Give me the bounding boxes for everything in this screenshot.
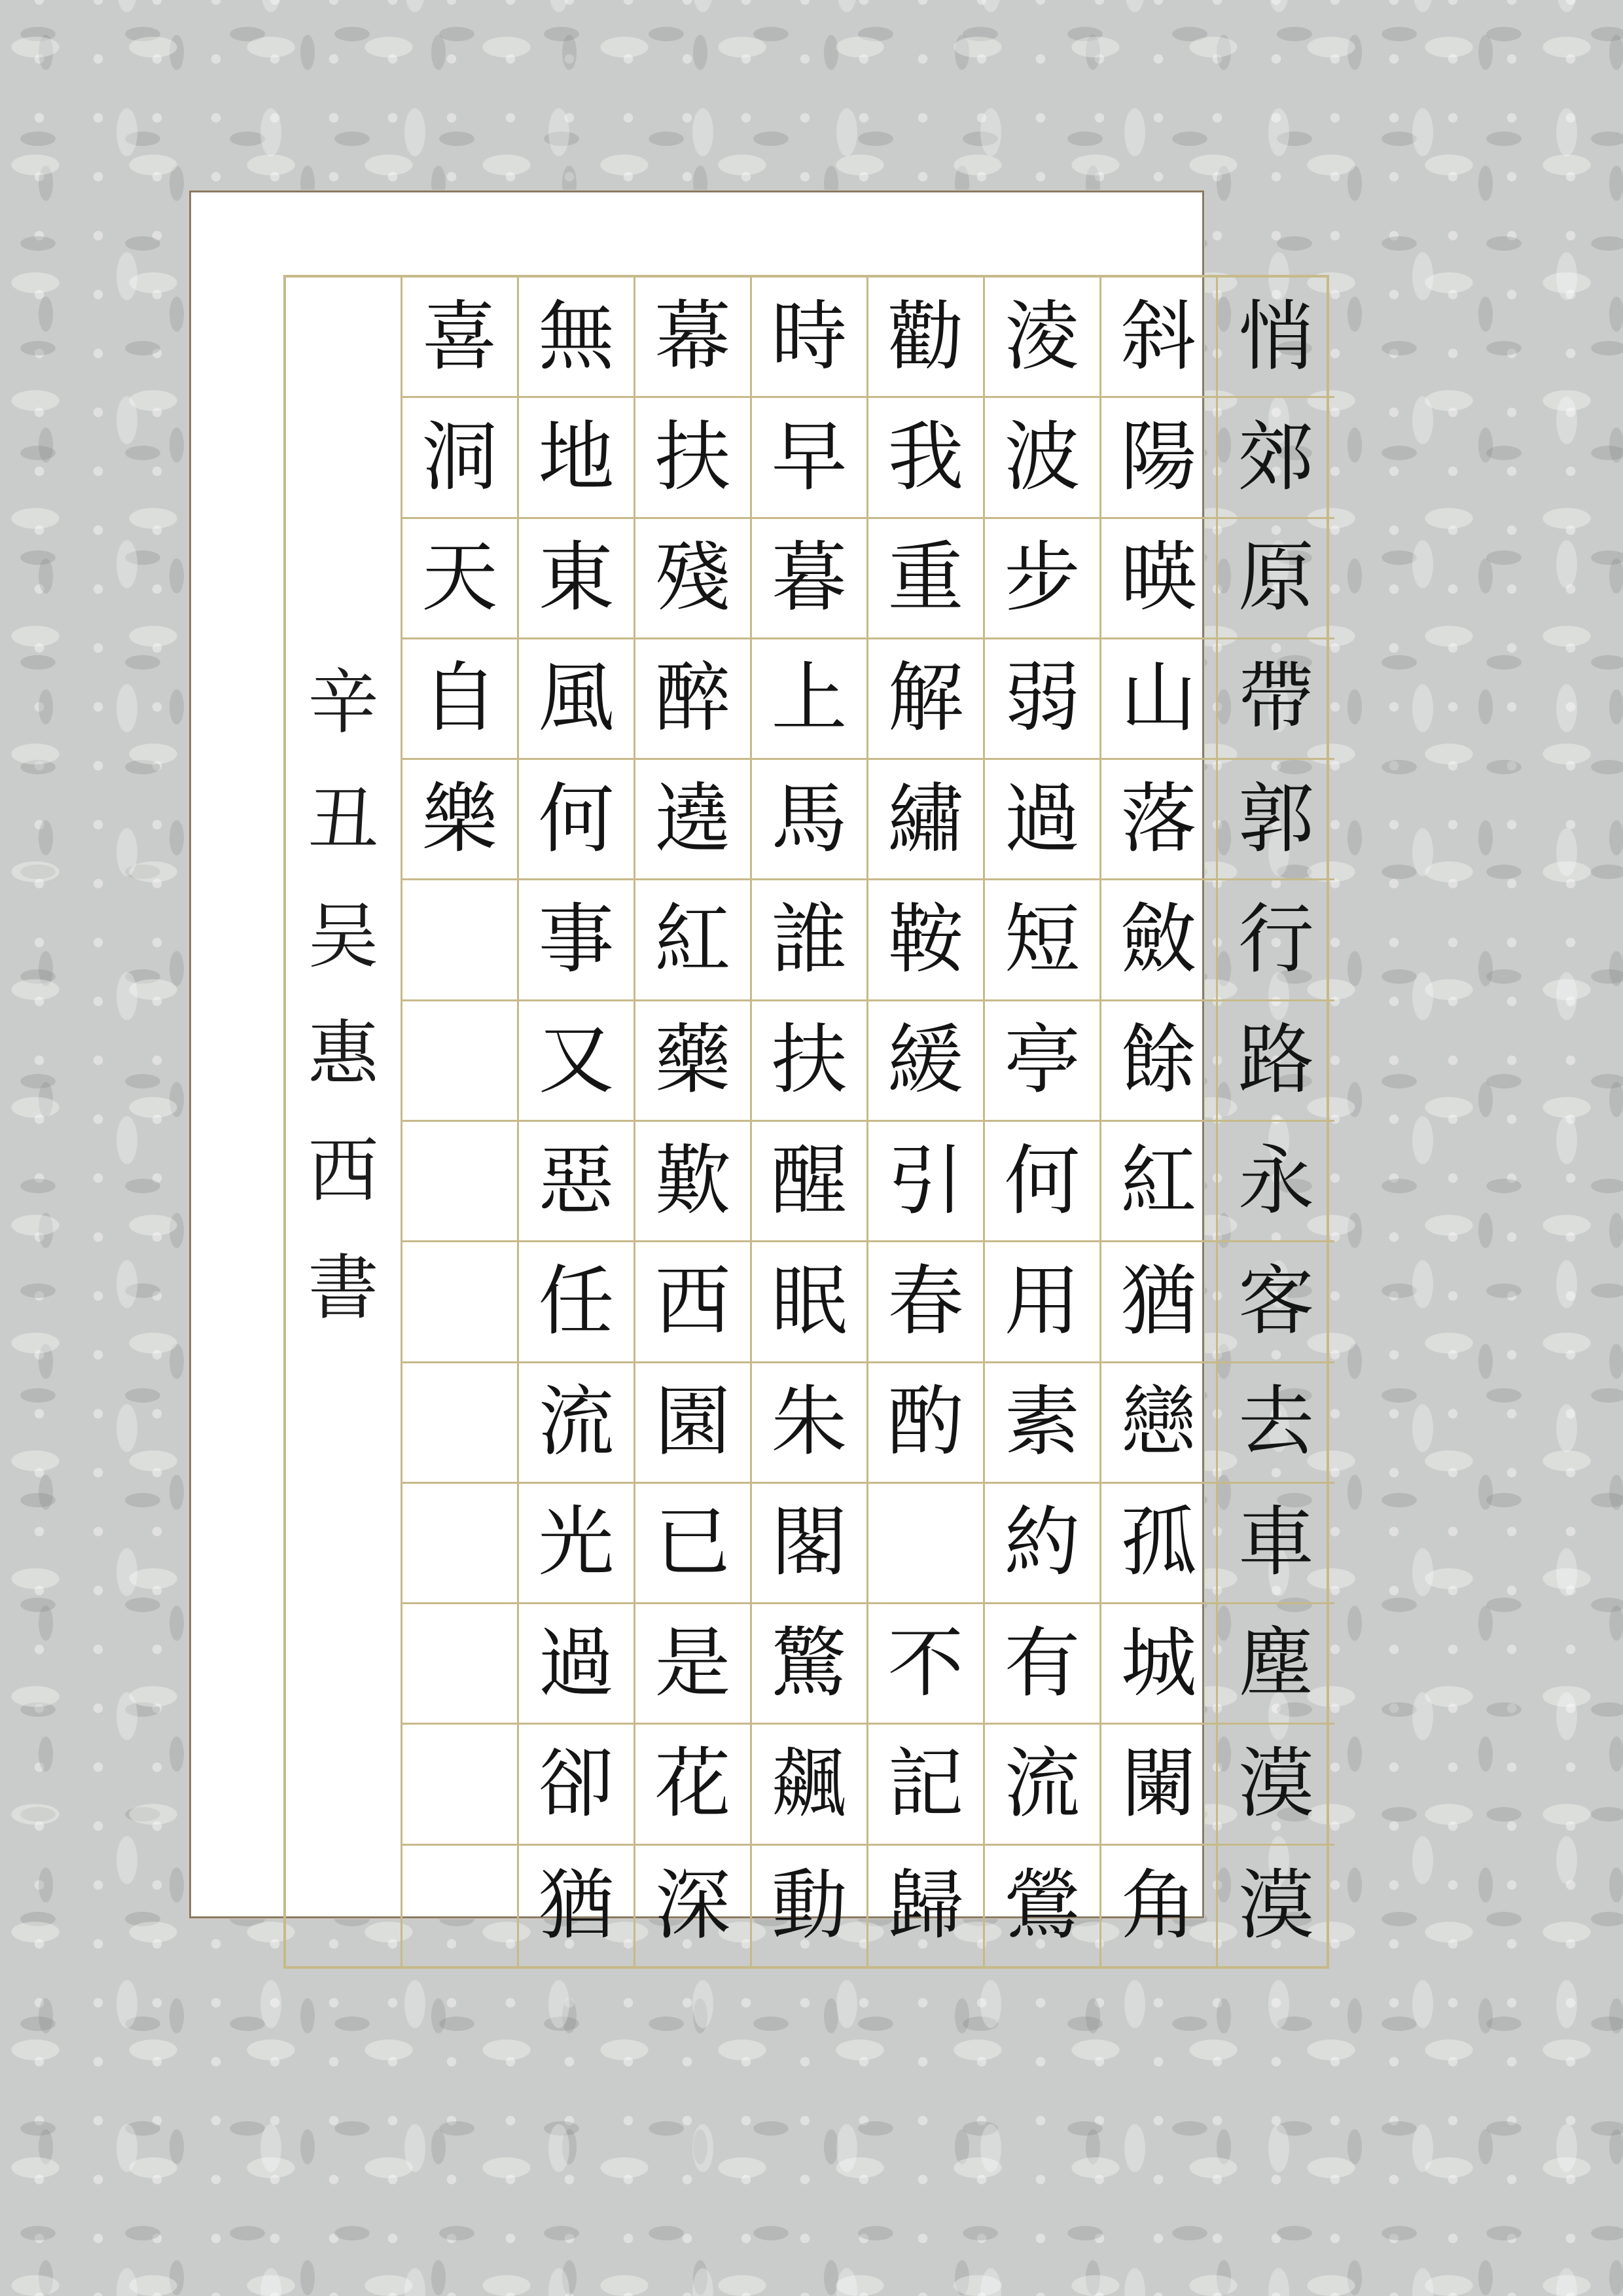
grid-cell: 闌 — [1101, 1725, 1216, 1845]
grid-cell: 短 — [985, 880, 1099, 1001]
grid-cell: 馬 — [752, 760, 866, 880]
grid-cell: 卻 — [519, 1725, 633, 1845]
grid-cell: 過 — [985, 760, 1099, 880]
grid-cell: 原 — [1218, 519, 1334, 639]
text-column-6 — [635, 278, 752, 1966]
grid-cell: 閣 — [752, 1484, 866, 1604]
signature-char: 辛 — [308, 662, 379, 744]
grid-cell: 酌 — [868, 1363, 983, 1484]
grid-cell: 山 — [1101, 639, 1216, 760]
grid-cell: 重 — [868, 519, 983, 639]
grid-cell: 餘 — [1101, 1001, 1216, 1122]
grid-cell: 孤 — [1101, 1484, 1216, 1604]
text-column-3 — [985, 278, 1101, 1966]
grid-cell: 朱 — [752, 1363, 866, 1484]
grid-cell: 郊 — [1218, 398, 1334, 518]
grid-cell: 波 — [985, 398, 1099, 518]
grid-cell: 殘 — [635, 519, 750, 639]
grid-cell: 喜 — [402, 278, 517, 398]
grid-cell: 陽 — [1101, 398, 1216, 518]
grid-cell: 無 — [519, 278, 633, 398]
text-column-8 — [402, 278, 519, 1966]
grid-cell: 洞 — [402, 398, 517, 518]
grid-cell — [402, 1846, 517, 1966]
grid-cell: 西 — [635, 1242, 750, 1363]
grid-cell: 路 — [1218, 1001, 1334, 1122]
grid-cell: 漠 — [1218, 1725, 1334, 1845]
grid-cell — [868, 1484, 983, 1604]
grid-cell: 何 — [985, 1122, 1099, 1242]
grid-cell: 地 — [519, 398, 633, 518]
grid-cell: 藥 — [635, 1001, 750, 1122]
grid-cell: 漠 — [1238, 1861, 1314, 1950]
grid-cell: 永 — [1218, 1122, 1334, 1242]
grid-cell: 勸 — [868, 278, 983, 398]
grid-cell: 鞍 — [868, 880, 983, 1001]
text-column-2 — [1101, 278, 1218, 1966]
text-column-7 — [519, 278, 635, 1966]
grid-cell — [402, 880, 517, 1001]
grid-cell: 驚 — [752, 1604, 866, 1725]
grid-cell: 誰 — [752, 880, 866, 1001]
grid-cell: 遶 — [635, 760, 750, 880]
grid-cell: 春 — [868, 1242, 983, 1363]
grid-cell — [402, 1363, 517, 1484]
grid-cell: 飆 — [752, 1725, 866, 1845]
grid-cell: 幕 — [635, 278, 750, 398]
grid-cell: 有 — [985, 1604, 1099, 1725]
grid-cell: 流 — [519, 1363, 633, 1484]
grid-cell: 是 — [635, 1604, 750, 1725]
grid-cell: 歎 — [635, 1122, 750, 1242]
grid-cell: 東 — [519, 519, 633, 639]
grid-cell: 猶 — [538, 1861, 615, 1950]
grid-cell: 斜 — [1101, 278, 1216, 398]
grid-cell: 已 — [635, 1484, 750, 1604]
grid-cell: 紅 — [635, 880, 750, 1001]
grid-cell: 事 — [519, 880, 633, 1001]
grid-cell: 眠 — [752, 1242, 866, 1363]
grid-cell: 鶯 — [1004, 1861, 1080, 1950]
grid-cell: 緩 — [868, 1001, 983, 1122]
grid-cell — [402, 1725, 517, 1845]
grid-cell: 郭 — [1218, 760, 1334, 880]
grid-cell: 素 — [985, 1363, 1099, 1484]
grid-cell: 惡 — [519, 1122, 633, 1242]
grid-cell: 深 — [654, 1861, 731, 1950]
grid-cell: 斂 — [1101, 880, 1216, 1001]
grid-cell: 花 — [635, 1725, 750, 1845]
grid-cell: 行 — [1218, 880, 1334, 1001]
grid-cell: 上 — [752, 639, 866, 760]
grid-cell: 不 — [868, 1604, 983, 1725]
grid-cell: 帶 — [1218, 639, 1334, 760]
grid-cell: 用 — [985, 1242, 1099, 1363]
text-column-5 — [752, 278, 868, 1966]
grid-cell: 猶 — [1101, 1242, 1216, 1363]
grid-cell: 何 — [519, 760, 633, 880]
grid-cell: 風 — [519, 639, 633, 760]
grid-cell — [402, 1001, 517, 1122]
grid-cell: 城 — [1101, 1604, 1216, 1725]
grid-cell: 扶 — [752, 1001, 866, 1122]
signature-column — [286, 278, 402, 1966]
grid-cell: 步 — [985, 519, 1099, 639]
grid-cell: 自 — [402, 639, 517, 760]
signature-char: 丑 — [308, 779, 379, 861]
grid-cell: 塵 — [1218, 1604, 1334, 1725]
grid-cell: 任 — [519, 1242, 633, 1363]
grid-cell — [402, 1122, 517, 1242]
grid-cell: 悄 — [1218, 278, 1334, 398]
grid-cell: 記 — [868, 1725, 983, 1845]
grid-cell — [402, 1484, 517, 1604]
grid-cell: 車 — [1218, 1484, 1334, 1604]
grid-cell: 時 — [752, 278, 866, 398]
grid-cell: 暎 — [1101, 519, 1216, 639]
grid-cell: 去 — [1218, 1363, 1334, 1484]
grid-cell: 約 — [985, 1484, 1099, 1604]
grid-cell: 動 — [771, 1861, 847, 1950]
grid-cell: 客 — [1218, 1242, 1334, 1363]
signature-char: 惠 — [308, 1013, 379, 1095]
grid-cell — [402, 1242, 517, 1363]
grid-cell: 解 — [868, 639, 983, 760]
grid-cell: 流 — [985, 1725, 1099, 1845]
text-column-1 — [1218, 278, 1334, 1966]
signature-char: 吴 — [308, 896, 379, 978]
grid-cell: 樂 — [402, 760, 517, 880]
grid-cell: 我 — [868, 398, 983, 518]
grid-cell: 過 — [519, 1604, 633, 1725]
grid-cell: 醒 — [752, 1122, 866, 1242]
text-column-4 — [868, 278, 985, 1966]
grid-cell: 早 — [752, 398, 866, 518]
signature-char: 書 — [308, 1247, 379, 1329]
grid-cell: 繡 — [868, 760, 983, 880]
grid-cell: 醉 — [635, 639, 750, 760]
grid-cell: 光 — [519, 1484, 633, 1604]
grid-cell: 歸 — [887, 1861, 964, 1950]
grid-cell: 引 — [868, 1122, 983, 1242]
grid-cell: 扶 — [635, 398, 750, 518]
grid-cell: 淩 — [985, 278, 1099, 398]
grid-cell — [402, 1604, 517, 1725]
grid-cell: 戀 — [1101, 1363, 1216, 1484]
grid-cell: 角 — [1120, 1861, 1197, 1950]
grid-cell: 園 — [635, 1363, 750, 1484]
grid-cell: 天 — [402, 519, 517, 639]
calligraphy-grid — [283, 275, 1329, 1969]
grid-cell: 亭 — [985, 1001, 1099, 1122]
grid-cell: 弱 — [985, 639, 1099, 760]
grid-cell: 落 — [1101, 760, 1216, 880]
grid-cell: 紅 — [1101, 1122, 1216, 1242]
grid-cell: 又 — [519, 1001, 633, 1122]
signature-char: 西 — [308, 1130, 379, 1212]
grid-cell: 暮 — [752, 519, 866, 639]
